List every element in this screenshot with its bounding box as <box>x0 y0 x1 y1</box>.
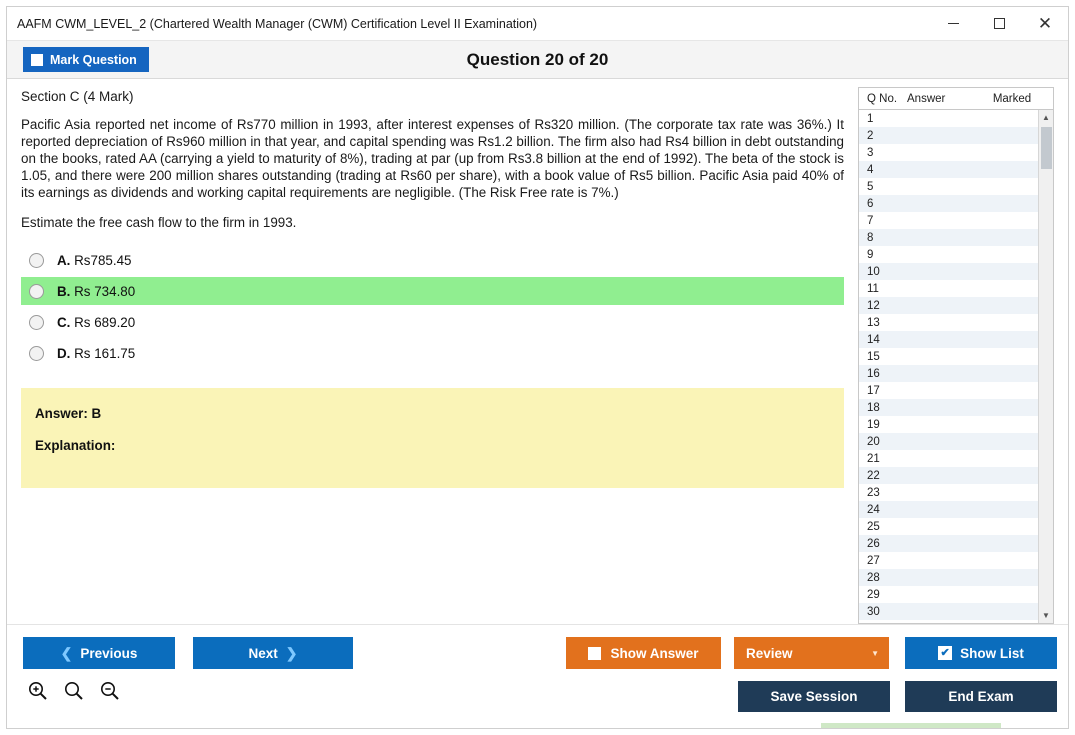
checkmark-icon: ✔ <box>938 646 952 660</box>
question-list-scrollbar[interactable] <box>1038 110 1053 623</box>
option-b-text <box>57 284 135 299</box>
end-exam-label: End Exam <box>948 689 1014 704</box>
maximize-icon <box>994 18 1005 29</box>
table-row[interactable] <box>859 603 1038 620</box>
row-question-number: 26 <box>867 537 880 550</box>
row-question-number: 19 <box>867 418 880 431</box>
window-title: AAFM CWM_LEVEL_2 (Chartered Wealth Manager (CWM) Certification Level II Examination) <box>17 16 538 31</box>
exam-body <box>7 79 1068 624</box>
option-d-value: Rs 161.75 <box>74 345 136 361</box>
table-row[interactable] <box>859 518 1038 535</box>
zoom-controls <box>27 680 121 702</box>
title-bar <box>7 7 1068 41</box>
zoom-icon[interactable] <box>63 680 85 702</box>
exam-footer <box>7 624 1068 728</box>
status-strip <box>821 723 1001 728</box>
table-row[interactable] <box>859 229 1038 246</box>
option-a-text <box>57 253 131 268</box>
show-answer-label: Show Answer <box>610 645 699 661</box>
show-list-label: Show List <box>960 645 1024 661</box>
question-counter: Question 20 of 20 <box>466 49 609 69</box>
table-row[interactable] <box>859 178 1038 195</box>
table-row[interactable] <box>859 246 1038 263</box>
row-question-number: 14 <box>867 333 880 346</box>
option-c[interactable] <box>21 308 844 336</box>
row-question-number: 2 <box>867 129 874 142</box>
question-list-inner <box>859 110 1053 623</box>
option-d-letter: D. <box>57 345 71 361</box>
row-question-number: 17 <box>867 384 880 397</box>
chevron-down-icon: ▼ <box>871 648 879 658</box>
option-d-text <box>57 346 135 361</box>
row-question-number: 1 <box>867 112 874 125</box>
column-header-answer: Answer <box>907 92 946 105</box>
chevron-right-icon: ❯ <box>285 644 298 661</box>
options-list <box>21 246 844 367</box>
save-session-label: Save Session <box>770 689 858 704</box>
scroll-down-icon[interactable]: ▼ <box>1042 611 1050 620</box>
exam-window <box>6 6 1069 729</box>
scrollbar-thumb[interactable] <box>1041 127 1052 169</box>
option-a[interactable] <box>21 246 844 274</box>
next-button[interactable] <box>193 637 353 669</box>
show-answer-button[interactable] <box>566 637 721 669</box>
mark-checkbox-icon <box>31 54 43 66</box>
question-list-header <box>859 88 1053 110</box>
radio-icon[interactable] <box>29 284 44 299</box>
mark-question-button[interactable] <box>23 47 149 72</box>
row-question-number: 11 <box>867 282 879 295</box>
table-row[interactable] <box>859 161 1038 178</box>
answer-panel <box>21 388 844 488</box>
checkbox-icon <box>588 647 601 660</box>
table-row[interactable] <box>859 263 1038 280</box>
previous-label: Previous <box>80 645 138 661</box>
answer-label: Answer: B <box>35 406 102 421</box>
zoom-out-icon[interactable] <box>99 680 121 702</box>
option-b-value: Rs 734.80 <box>74 283 136 299</box>
show-list-button[interactable] <box>905 637 1057 669</box>
table-row[interactable] <box>859 331 1038 348</box>
table-row[interactable] <box>859 314 1038 331</box>
row-question-number: 18 <box>867 401 880 414</box>
row-question-number: 6 <box>867 197 874 210</box>
row-question-number: 12 <box>867 299 880 312</box>
table-row[interactable] <box>859 433 1038 450</box>
row-question-number: 9 <box>867 248 874 261</box>
table-row[interactable] <box>859 110 1038 127</box>
minimize-icon <box>948 23 959 24</box>
zoom-in-icon[interactable] <box>27 680 49 702</box>
question-prompt: Estimate the free cash flow to the firm in 1993. <box>21 215 297 230</box>
row-question-number: 21 <box>867 452 880 465</box>
close-button[interactable] <box>1022 7 1068 40</box>
table-row[interactable] <box>859 127 1038 144</box>
exam-header <box>7 41 1068 79</box>
row-question-number: 25 <box>867 520 880 533</box>
table-row[interactable] <box>859 416 1038 433</box>
radio-icon[interactable] <box>29 315 44 330</box>
question-pane <box>7 79 858 624</box>
table-row[interactable] <box>859 535 1038 552</box>
review-dropdown[interactable] <box>734 637 889 669</box>
row-question-number: 7 <box>867 214 874 227</box>
row-question-number: 28 <box>867 571 880 584</box>
table-row[interactable] <box>859 195 1038 212</box>
table-row[interactable] <box>859 399 1038 416</box>
question-list-rows[interactable] <box>859 110 1038 623</box>
option-c-value: Rs 689.20 <box>74 314 136 330</box>
mark-question-label: Mark Question <box>50 52 137 67</box>
table-row[interactable] <box>859 212 1038 229</box>
radio-icon[interactable] <box>29 253 44 268</box>
row-question-number: 3 <box>867 146 874 159</box>
table-row[interactable] <box>859 382 1038 399</box>
previous-button[interactable] <box>23 637 175 669</box>
row-question-number: 8 <box>867 231 874 244</box>
table-row[interactable] <box>859 484 1038 501</box>
option-b-letter: B. <box>57 283 71 299</box>
table-row[interactable] <box>859 144 1038 161</box>
table-row[interactable] <box>859 297 1038 314</box>
minimize-button[interactable] <box>930 7 976 40</box>
table-row[interactable] <box>859 586 1038 603</box>
row-question-number: 15 <box>867 350 880 363</box>
section-label: Section C (4 Mark) <box>21 89 134 104</box>
radio-icon[interactable] <box>29 346 44 361</box>
option-b[interactable] <box>21 277 844 305</box>
row-question-number: 30 <box>867 605 880 618</box>
row-question-number: 13 <box>867 316 880 329</box>
row-question-number: 24 <box>867 503 880 516</box>
table-row[interactable] <box>859 501 1038 518</box>
column-header-qno: Q No. <box>867 92 898 105</box>
row-question-number: 5 <box>867 180 874 193</box>
table-row[interactable] <box>859 280 1038 297</box>
table-row[interactable] <box>859 569 1038 586</box>
save-session-button[interactable] <box>738 681 890 712</box>
next-label: Next <box>248 645 278 661</box>
review-label: Review <box>746 645 793 661</box>
row-question-number: 23 <box>867 486 880 499</box>
row-question-number: 22 <box>867 469 880 482</box>
close-icon: ✕ <box>1037 14 1053 33</box>
option-a-letter: A. <box>57 252 71 268</box>
table-row[interactable] <box>859 467 1038 484</box>
window-controls <box>930 7 1068 40</box>
table-row[interactable] <box>859 365 1038 382</box>
table-row[interactable] <box>859 552 1038 569</box>
table-row[interactable] <box>859 450 1038 467</box>
table-row[interactable] <box>859 348 1038 365</box>
row-question-number: 29 <box>867 588 880 601</box>
row-question-number: 10 <box>867 265 880 278</box>
chevron-left-icon: ❮ <box>60 644 73 661</box>
row-question-number: 4 <box>867 163 874 176</box>
option-a-value: Rs785.45 <box>74 252 132 268</box>
explanation-label: Explanation: <box>35 438 116 453</box>
row-question-number: 16 <box>867 367 880 380</box>
option-d[interactable] <box>21 339 844 367</box>
question-passage: Pacific Asia reported net income of Rs770 million in 1993, after interest expenses of Rs320 million. (The corporate tax rate was 36%.) It reported depreciation of Rs960 million in that year, and capital spending was Rs1.2 billion. The firm also had Rs4 billion in debt outstanding on the books, rated AA (carrying a yield to maturity of 8%), trading at par (up from Rs3.8 billion at the end of 1992). The beta of the stock is 1.05, and there were 200 million shares outstanding (trading at Rs60 per share), with a book value of Rs5 billion. Pacific Asia paid 40% of its earnings as dividends and working capital requirements are negligible. (The Risk Free rate is 7%.) <box>21 117 844 200</box>
end-exam-button[interactable] <box>905 681 1057 712</box>
option-c-text <box>57 315 135 330</box>
scroll-up-icon[interactable]: ▲ <box>1042 113 1050 122</box>
maximize-button[interactable] <box>976 7 1022 40</box>
column-header-marked: Marked <box>992 92 1032 105</box>
question-list-panel <box>858 87 1054 624</box>
option-c-letter: C. <box>57 314 71 330</box>
row-question-number: 20 <box>867 435 880 448</box>
row-question-number: 27 <box>867 554 880 567</box>
